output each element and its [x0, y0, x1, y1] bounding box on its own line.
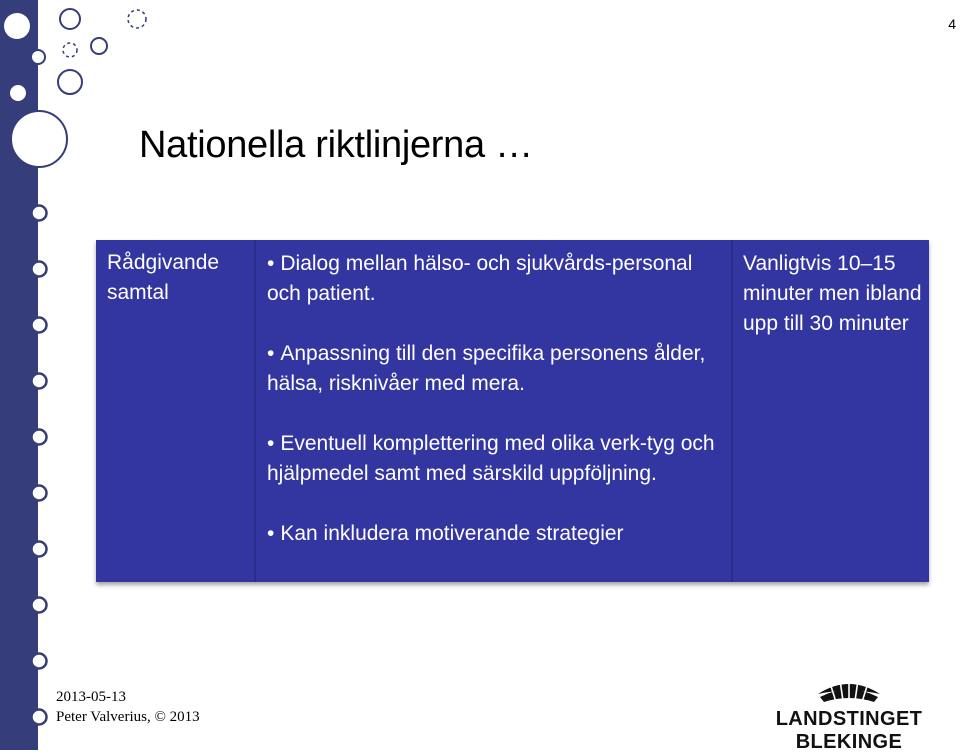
table-duration: Vanligtvis 10–15 minuter men ibland upp till 30 minuter — [743, 252, 922, 335]
table-label-cell — [96, 240, 256, 582]
bullet-dot-icon: • — [267, 342, 275, 365]
ship-emblem-icon — [738, 672, 960, 708]
logo-text: LANDSTINGET BLEKINGE — [775, 708, 923, 753]
slide-title: Nationella riktlinjerna … — [139, 124, 533, 166]
table-label: Rådgivande samtal — [107, 251, 220, 304]
bullet-item: • Anpassning till den specifika personens ålder, hälsa, risknivåer med mera. — [267, 342, 706, 395]
footer-author: Peter Valverius, © 2013 — [56, 709, 200, 725]
bullet-item: • Kan inkludera motiverande strategier — [267, 522, 624, 545]
table-bullets-cell — [256, 240, 733, 582]
bullet-item: • Dialog mellan hälso- och sjukvårds-personal och patient. — [267, 252, 693, 305]
slide-number: 4 — [948, 16, 956, 32]
table-duration-cell — [733, 240, 929, 582]
footer-date: 2013-05-13 — [56, 689, 126, 705]
bullet-item: • Eventuell komplettering med olika verk-tyg och hjälpmedel samt med särskild uppföljning. — [267, 432, 715, 485]
bullet-dot-icon: • — [267, 252, 275, 275]
bullet-dot-icon: • — [267, 522, 275, 545]
landstinget-blekinge-logo — [738, 672, 960, 753]
bullet-dot-icon: • — [267, 432, 275, 455]
guideline-table — [96, 240, 929, 582]
